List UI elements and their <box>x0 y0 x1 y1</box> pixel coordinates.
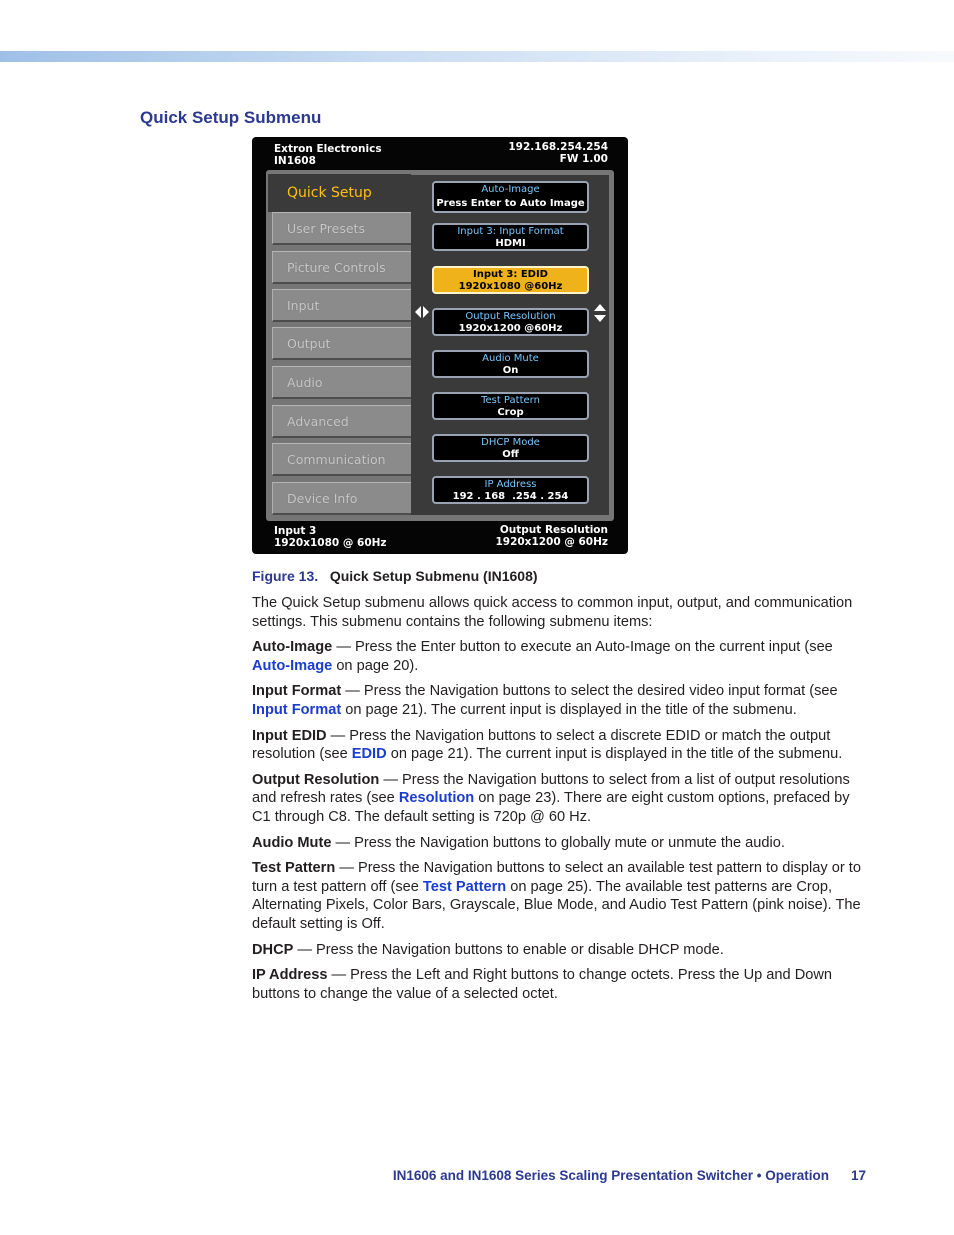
link-resolution[interactable]: Resolution <box>398 790 475 807</box>
header-band <box>0 51 954 62</box>
field-label: DHCP Mode <box>481 437 540 448</box>
menu-item-audio[interactable]: Audio <box>272 366 411 399</box>
description: — Press the Navigation buttons to select an available test pattern to display or to turn a test pattern off (see <box>252 860 861 895</box>
osd-output-label: Output Resolution <box>499 524 608 536</box>
item-audio-mute <box>252 834 872 853</box>
field-value: HDMI <box>495 238 526 249</box>
osd-input-resolution: 1920x1080 @ 60Hz <box>274 537 387 549</box>
intro-paragraph: The Quick Setup submenu allows quick access to common input, output, and communication settings. This submenu contains the following submenu items: <box>252 595 853 630</box>
field-label: Input 3: Input Format <box>457 226 564 237</box>
description: — Press the Navigation buttons to globally mute or unmute the audio. <box>331 834 785 851</box>
link-edid[interactable]: EDID <box>351 746 387 763</box>
description: — Press the Left and Right buttons to change octets. Press the Up and Down buttons to change the value of a selected octet. <box>252 967 833 1002</box>
field-output-resolution[interactable] <box>432 308 589 336</box>
description: on page 20). <box>332 657 419 674</box>
term: IP Address <box>252 967 328 984</box>
osd-firmware: FW 1.00 <box>559 153 608 165</box>
body-text <box>252 594 872 1010</box>
field-label: Output Resolution <box>465 311 556 322</box>
osd-company: Extron Electronics <box>274 143 382 155</box>
field-value: Crop <box>497 407 524 418</box>
field-value: On <box>502 365 519 376</box>
field-value: Press Enter to Auto Image <box>436 198 585 209</box>
item-output-resolution <box>252 771 872 827</box>
field-auto-image[interactable] <box>432 181 589 213</box>
menu-item-device-info[interactable]: Device Info <box>272 482 411 515</box>
term: Input Format <box>252 683 342 700</box>
link-input-format[interactable]: Input Format <box>252 701 342 718</box>
description: — Press the Navigation buttons to select a discrete EDID or match the output resolution (see <box>252 727 831 763</box>
osd-output-resolution: 1920x1200 @ 60Hz <box>495 536 608 548</box>
field-label: Auto-Image <box>481 184 540 195</box>
figure-title: Quick Setup Submenu (IN1608) <box>329 568 538 584</box>
field-audio-mute[interactable] <box>432 350 589 378</box>
field-label: Test Pattern <box>481 395 540 406</box>
menu-item-input[interactable]: Input <box>272 289 411 322</box>
field-value: 1920x1080 @60Hz <box>458 281 563 292</box>
page-footer <box>393 1168 866 1183</box>
osd-ip: 192.168.254.254 <box>508 141 608 153</box>
menu-item-advanced[interactable]: Advanced <box>272 405 411 438</box>
item-dhcp <box>252 941 872 960</box>
section-heading: Quick Setup Submenu <box>140 108 322 127</box>
field-value: Off <box>502 449 519 460</box>
menu-item-output[interactable]: Output <box>272 327 411 360</box>
menu-item-user-presets[interactable]: User Presets <box>272 212 411 245</box>
description: — Press the Navigation buttons to select the desired video input format (see <box>341 683 838 700</box>
field-input-format[interactable] <box>432 223 589 251</box>
figure-caption <box>252 568 538 584</box>
description: on page 21). The current input is displayed in the title of the submenu. <box>386 746 843 763</box>
link-auto-image[interactable]: Auto-Image <box>252 657 333 674</box>
field-label: IP Address <box>484 479 537 490</box>
field-label: Input 3: EDID <box>473 269 548 280</box>
osd-model: IN1608 <box>274 155 316 167</box>
osd-header-right <box>508 141 608 165</box>
field-test-pattern[interactable] <box>432 392 589 420</box>
osd-header-left <box>274 143 382 167</box>
item-auto-image <box>252 638 872 675</box>
link-test-pattern[interactable]: Test Pattern <box>422 878 507 895</box>
footer-title: IN1606 and IN1608 Series Scaling Presentation Switcher • Operation <box>392 1168 829 1183</box>
osd-current-input: Input 3 <box>274 525 317 537</box>
field-value: 1920x1200 @60Hz <box>458 323 563 334</box>
osd-footer-right <box>495 524 608 548</box>
menu-item-picture-controls[interactable]: Picture Controls <box>272 251 411 284</box>
description: on page 21). The current input is displayed in the title of the submenu. <box>341 701 797 718</box>
term: DHCP <box>252 941 294 958</box>
item-input-edid <box>252 727 872 764</box>
item-ip-address <box>252 966 872 1003</box>
osd-menu-panel <box>266 170 614 521</box>
term: Input EDID <box>252 727 327 744</box>
description: on page 25). The available test patterns are Crop, Alternating Pixels, Color Bars, Grayscale, Blue Mode, and Audio Test Pattern (pink noise). The default setting is Off. <box>252 878 861 932</box>
term: Test Pattern <box>252 860 336 877</box>
figure-number: Figure 13. <box>252 568 319 584</box>
field-value: 192 . 168 .254 . 254 <box>452 491 569 502</box>
term: Auto-Image <box>252 639 333 656</box>
description: — Press the Navigation buttons to enable or disable DHCP mode. <box>293 941 724 958</box>
up-down-arrows-icon <box>593 302 607 324</box>
description: — Press the Navigation buttons to select from a list of output resolutions and refresh rates (see <box>252 771 850 807</box>
menu-item-quick-setup[interactable]: Quick Setup <box>268 174 411 212</box>
item-test-pattern <box>252 859 872 933</box>
left-right-arrows-icon <box>414 304 430 320</box>
field-label: Audio Mute <box>482 353 539 364</box>
page-number: 17 <box>850 1168 866 1183</box>
field-dhcp-mode[interactable] <box>432 434 589 462</box>
field-input-edid[interactable] <box>432 266 589 294</box>
osd-screenshot <box>252 137 628 554</box>
field-ip-address[interactable] <box>432 476 589 504</box>
item-input-format <box>252 682 872 719</box>
description: on page 23). There are eight custom options, prefaced by C1 through C8. The default setting is 720p @ 60 Hz. <box>252 790 850 825</box>
description: — Press the Enter button to execute an Auto-Image on the current input (see <box>332 639 833 656</box>
term: Audio Mute <box>252 834 332 851</box>
menu-item-communication[interactable]: Communication <box>272 443 411 476</box>
term: Output Resolution <box>252 771 380 788</box>
osd-footer-left <box>274 525 387 549</box>
